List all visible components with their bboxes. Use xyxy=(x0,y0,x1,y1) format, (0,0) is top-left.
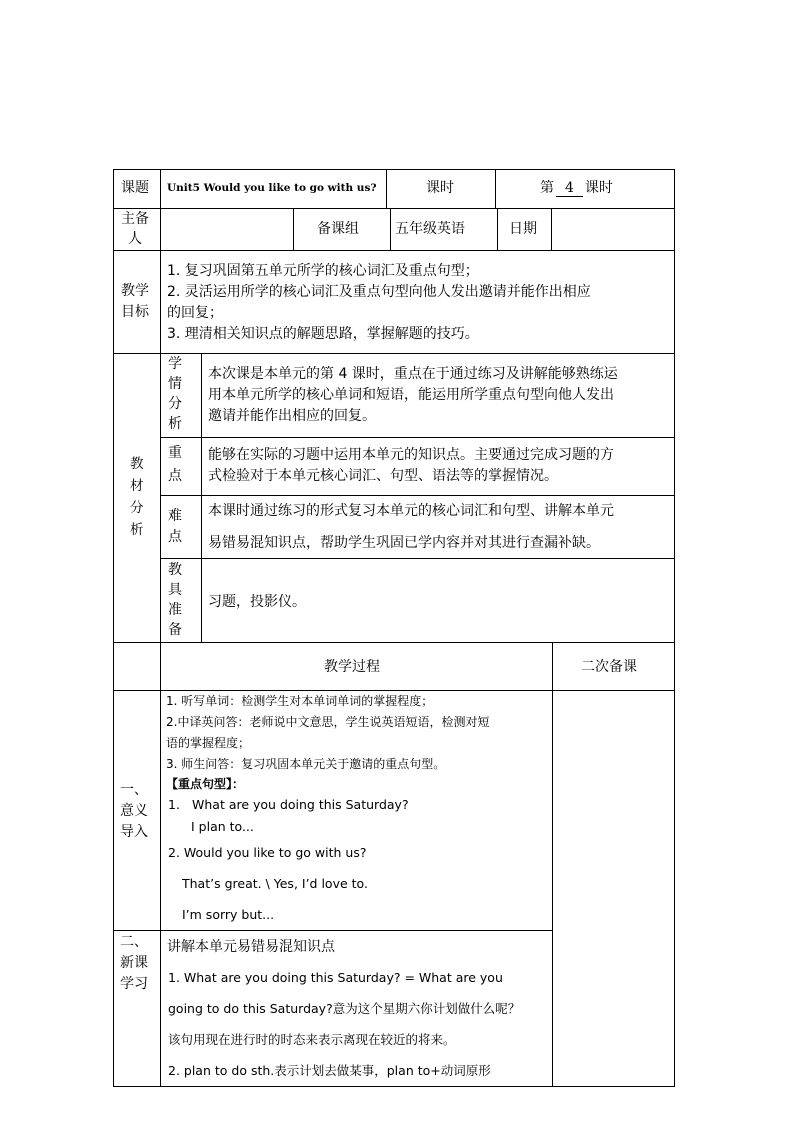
section2-title: 讲解本单元易错易混知识点 xyxy=(167,939,335,955)
learner-label-char: 析 xyxy=(168,416,182,432)
grid-line xyxy=(113,353,675,354)
key-line: 式检验对于本单元核心词汇、句型、语法等的掌握情况。 xyxy=(208,468,558,484)
preparer-label-2: 人 xyxy=(128,231,142,247)
answer-text: I plan to... xyxy=(191,819,254,834)
section1-label: 意义 xyxy=(120,803,148,819)
date-label: 日期 xyxy=(509,221,537,237)
second-prep-header: 二次备课 xyxy=(581,659,637,675)
analysis-label-char: 教 xyxy=(130,456,144,472)
learner-label-char: 情 xyxy=(168,376,182,392)
tools-text: 习题，投影仪。 xyxy=(208,594,306,610)
grid-line xyxy=(674,169,675,1087)
tools-label-char: 备 xyxy=(168,622,182,638)
key-label-char: 重 xyxy=(168,445,182,461)
grid-line xyxy=(113,169,114,1087)
tools-label-char: 具 xyxy=(168,582,182,598)
analysis-label-char: 材 xyxy=(130,478,144,494)
question-text: What are you doing this Saturday? xyxy=(192,797,409,812)
grid-line xyxy=(293,208,294,250)
topic-label: 课题 xyxy=(121,180,149,196)
grid-line xyxy=(160,437,675,438)
learner-line: 本次课是本单元的第 4 课时，重点在于通过练习及讲解能够熟练运 xyxy=(208,366,618,382)
section1-label: 一、 xyxy=(120,782,148,798)
period-prefix: 第 xyxy=(540,180,554,196)
tools-label-char: 教 xyxy=(168,562,182,578)
learner-line: 用本单元所学的核心单词和短语，能运用所学重点句型向他人发出 xyxy=(208,387,614,403)
goals-label-2: 目标 xyxy=(121,304,149,320)
period-suffix: 课时 xyxy=(584,180,613,196)
section2-label: 二、 xyxy=(120,934,148,950)
grid-line xyxy=(160,495,675,496)
preparer-label-1: 主备 xyxy=(121,211,149,227)
period-label: 课时 xyxy=(426,180,454,196)
goal-line: 的回复； xyxy=(167,305,223,321)
grid-line xyxy=(551,208,552,250)
grid-line xyxy=(113,642,675,643)
grid-line xyxy=(113,690,675,691)
learner-label-char: 分 xyxy=(168,396,182,412)
difficulty-line: 本课时通过练习的形式复习本单元的核心词汇和句型、讲解本单元 xyxy=(208,503,614,519)
key-sentence-heading: 【重点句型】： xyxy=(166,777,245,791)
section2-line: 2. plan to do sth.表示计划去做某事，plan to+动词原形 xyxy=(168,1063,491,1078)
grid-line xyxy=(201,353,202,642)
grid-line xyxy=(160,169,161,1087)
answer-text: That’s great. \ Yes, I’d love to. xyxy=(182,876,368,891)
process-header: 教学过程 xyxy=(324,659,380,675)
grid-line xyxy=(552,642,553,1086)
goal-line: 2. 灵活运用所学的核心词汇及重点句型向他人发出邀请并能作出相应 xyxy=(167,284,591,300)
question-text: 2. Would you like to go with us? xyxy=(168,845,367,860)
grid-line xyxy=(113,250,675,251)
difficulty-label-char: 点 xyxy=(168,529,182,545)
section1-line: 语的掌握程度； xyxy=(166,736,251,750)
key-line: 能够在实际的习题中运用本单元的知识点。主要通过完成习题的方 xyxy=(208,447,614,463)
grid-line xyxy=(495,169,496,208)
grid-line xyxy=(113,930,553,931)
question-number: 1. xyxy=(168,797,180,812)
section2-label: 学习 xyxy=(120,976,148,992)
section2-line: 该句用现在进行时的时态来表示离现在较近的将来。 xyxy=(168,1032,456,1047)
answer-text: I’m sorry but... xyxy=(182,907,275,922)
grid-line xyxy=(497,208,498,250)
section1-line: 1. 听写单词：检测学生对本单词单词的掌握程度； xyxy=(166,694,434,708)
grid-line xyxy=(113,208,675,209)
learner-line: 邀请并能作出相应的回复。 xyxy=(208,408,376,424)
group-label: 备课组 xyxy=(317,221,359,237)
learner-label-char: 学 xyxy=(168,356,182,372)
analysis-label-char: 分 xyxy=(130,500,144,516)
analysis-label-char: 析 xyxy=(130,522,144,538)
grid-line xyxy=(386,169,387,208)
grid-line xyxy=(113,1086,675,1087)
goal-line: 3. 理清相关知识点的解题思路，掌握解题的技巧。 xyxy=(167,326,479,342)
goals-label-1: 教学 xyxy=(121,283,149,299)
section1-line: 3. 师生问答：复习巩固本单元关于邀请的重点句型。 xyxy=(166,757,446,771)
section2-line: going to do this Saturday?意为这个星期六你计划做什么呢？ xyxy=(168,1001,521,1016)
difficulty-label-char: 难 xyxy=(168,508,182,524)
group-value: 五年级英语 xyxy=(395,221,465,237)
section1-label: 导入 xyxy=(120,824,148,840)
grid-line xyxy=(160,558,675,559)
period-number: 4 xyxy=(556,181,583,197)
section2-line: 1. What are you doing this Saturday? = What are you xyxy=(168,970,503,985)
topic-value: Unit5 Would you like to go with us? xyxy=(167,182,377,194)
tools-label-char: 准 xyxy=(168,602,182,618)
grid-line xyxy=(390,208,391,250)
section1-line: 2.中译英问答：老师说中文意思，学生说英语短语，检测对短 xyxy=(166,715,490,729)
goal-line: 1. 复习巩固第五单元所学的核心词汇及重点句型； xyxy=(167,263,479,279)
difficulty-line: 易错易混知识点，帮助学生巩固已学内容并对其进行查漏补缺。 xyxy=(208,535,600,551)
section2-label: 新课 xyxy=(120,955,148,971)
period-value xyxy=(540,181,613,197)
grid-line xyxy=(113,169,675,170)
key-label-char: 点 xyxy=(168,468,182,484)
